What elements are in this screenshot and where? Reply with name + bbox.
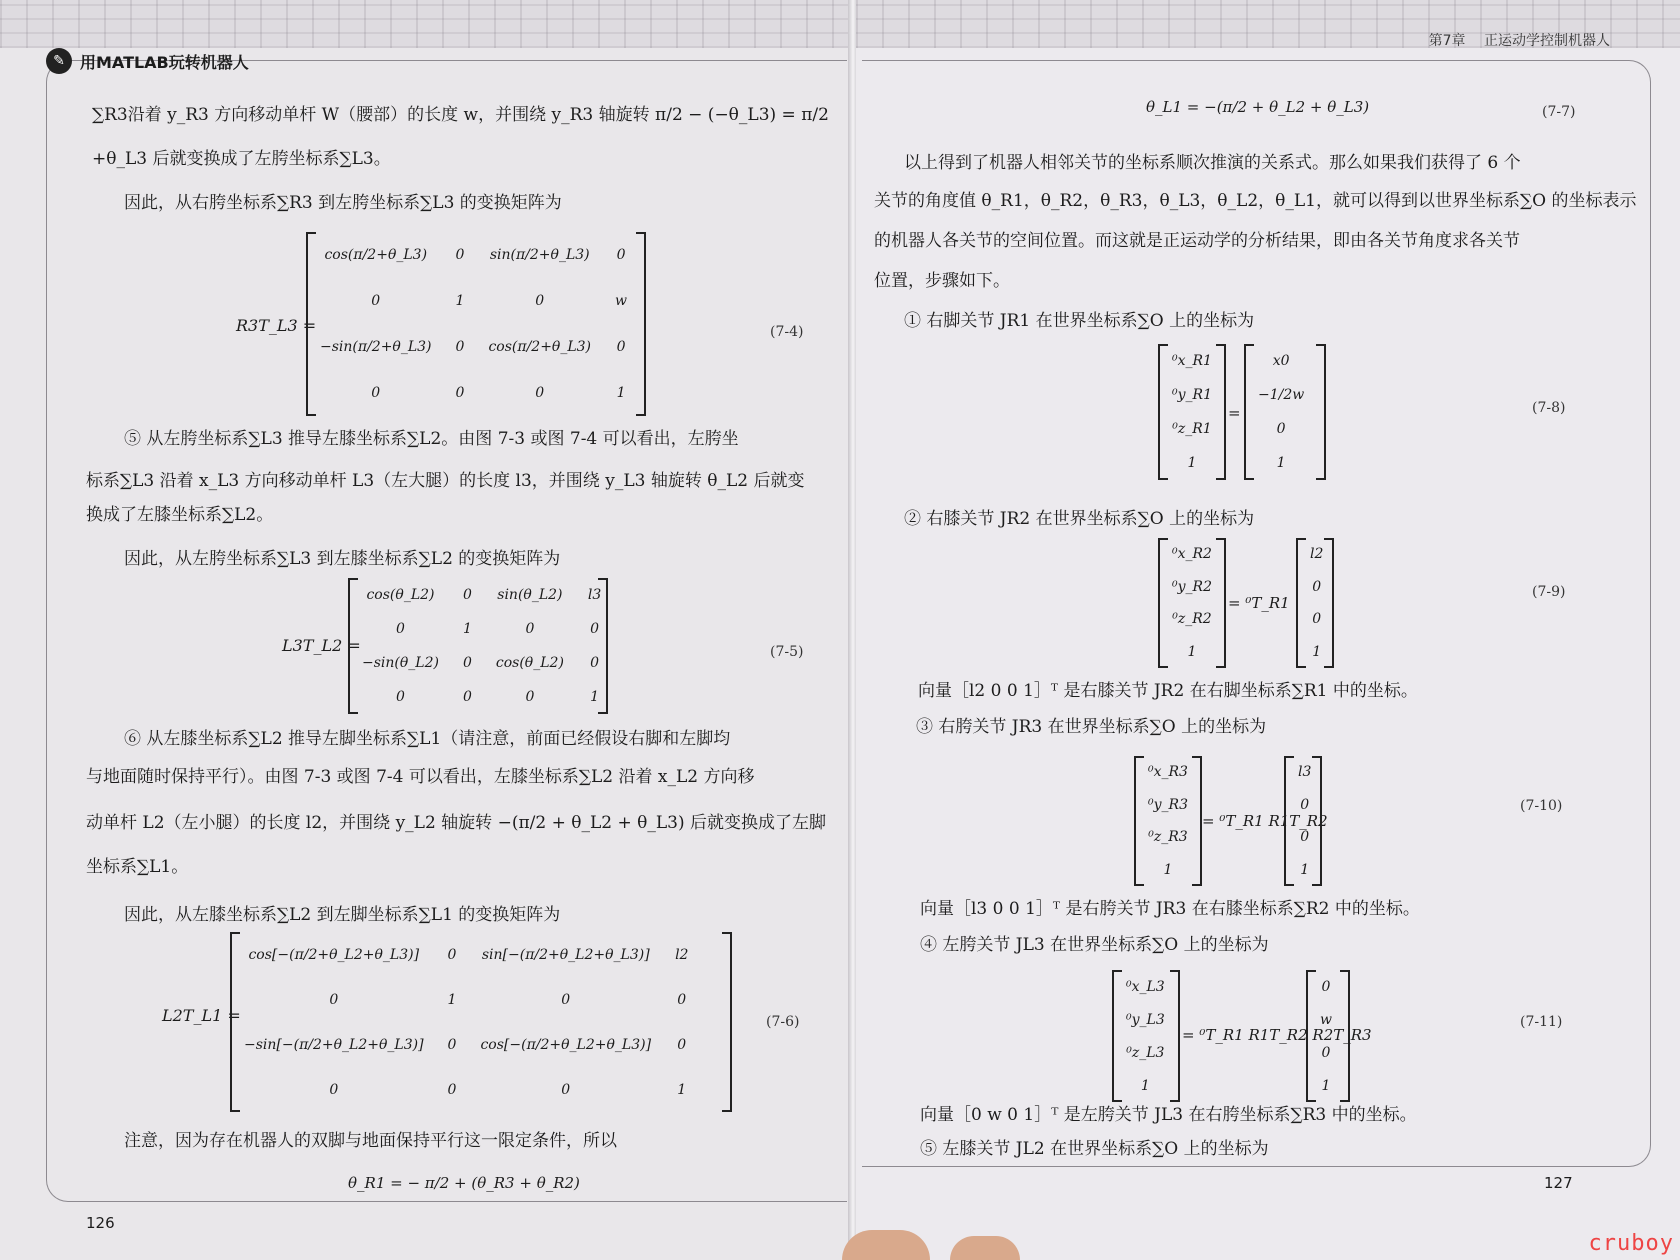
- matrix-cell: l3: [1298, 764, 1312, 781]
- paragraph-line: 关节的角度值 θ_R1，θ_R2，θ_R3，θ_L3，θ_L2，θ_L1，就可以得到以世界坐标系∑O 的坐标表示: [874, 191, 1637, 211]
- matrix-cell: 0: [447, 946, 457, 963]
- matrix-cell: 0: [1276, 421, 1286, 437]
- equation-theta-r1: θ_R1 = − π/2 + (θ_R3 + θ_R2): [348, 1174, 580, 1192]
- matrix-cell: 1: [447, 991, 457, 1008]
- matrix-cell: 0: [677, 991, 687, 1008]
- matrix-cell: 0: [462, 689, 472, 705]
- right-page: [856, 0, 1680, 1260]
- matrix-cell: w: [1320, 1011, 1332, 1028]
- matrix-cell: ⁰y_R1: [1172, 387, 1212, 403]
- paragraph-line: 坐标系∑L1。: [86, 857, 189, 877]
- matrix-cell: ⁰z_R2: [1172, 611, 1212, 628]
- matrix-cell: 0: [1321, 1044, 1331, 1061]
- vector-lhs-7-9: [1158, 538, 1226, 668]
- matrix-cell: 0: [1300, 796, 1310, 813]
- matrix-cell: 0: [1312, 611, 1322, 628]
- matrix-cell: cos(θ_L2): [495, 655, 564, 671]
- matrix-cell: 0: [455, 385, 465, 401]
- matrix-cell: ⁰y_R2: [1172, 578, 1212, 595]
- matrix-cell: 0: [616, 339, 626, 355]
- vector-lhs-7-11: [1112, 970, 1180, 1102]
- matrix-cell: l3: [587, 587, 602, 603]
- matrix-cell: ⁰y_L3: [1126, 1011, 1165, 1028]
- matrix-7-4: [306, 232, 646, 416]
- matrix-cell: 1: [1140, 1077, 1150, 1094]
- matrix-cell: 1: [462, 621, 472, 637]
- matrix-cell: ⁰z_R3: [1148, 829, 1188, 846]
- bulb-logo-icon: ✎: [46, 48, 72, 74]
- step-heading: ① 右脚关节 JR1 在世界坐标系∑O 上的坐标为: [904, 311, 1255, 331]
- paragraph-line: 因此，从左膝坐标系∑L2 到左脚坐标系∑L1 的变换矩阵为: [124, 905, 561, 925]
- step-heading: ③ 右胯关节 JR3 在世界坐标系∑O 上的坐标为: [916, 717, 1267, 737]
- equation-operator: = ⁰T_R1: [1228, 594, 1290, 612]
- matrix-cell: 0: [525, 689, 535, 705]
- matrix-cell: 0: [447, 1081, 457, 1098]
- matrix-cell: 1: [590, 689, 600, 705]
- matrix-cell: 0: [616, 247, 626, 263]
- matrix-cell: 0: [396, 621, 405, 637]
- paragraph-line: ∑R3沿着 y_R3 方向移动单杆 W（腰部）的长度 w，并围绕 y_R3 轴旋转 π/2 − (−θ_L3) = π/2: [92, 105, 829, 125]
- matrix-cell: ⁰x_R2: [1172, 546, 1212, 563]
- matrix-cell: 0: [455, 247, 465, 263]
- matrix-cell: 0: [455, 339, 465, 355]
- matrix-cell: 0: [329, 1081, 339, 1098]
- equation-operator: = ⁰T_R1 R1T_R2: [1202, 812, 1328, 830]
- matrix-cell: 0: [561, 991, 571, 1008]
- matrix-cell: sin(θ_L2): [497, 587, 563, 603]
- paragraph-line: 换成了左膝坐标系∑L2。: [86, 505, 274, 525]
- matrix-cell: 1: [616, 385, 626, 401]
- matrix-cell: 0: [525, 621, 535, 637]
- page-frame: [862, 60, 1651, 1167]
- equation-lhs: L2T_L1 =: [162, 1006, 241, 1025]
- paragraph-line: 的机器人各关节的空间位置。而这就是正运动学的分析结果，即由各关节角度求各关节: [874, 231, 1520, 251]
- paragraph-line: 向量［l2 0 0 1］ᵀ 是右膝关节 JR2 在右脚坐标系∑R1 中的坐标。: [918, 681, 1418, 701]
- chapter-header: [1415, 30, 1610, 50]
- equation-number: (7-10): [1520, 798, 1563, 814]
- finger: [950, 1236, 1020, 1260]
- matrix-cell: 0: [371, 385, 381, 401]
- matrix-cell: sin(π/2+θ_L3): [489, 247, 590, 263]
- equation-operator: = ⁰T_R1 R1T_R2 R2T_R3: [1182, 1026, 1372, 1044]
- matrix-cell: 1: [455, 293, 465, 309]
- matrix-cell: 0: [1300, 829, 1310, 846]
- matrix-cell: −sin(π/2+θ_L3): [320, 339, 432, 355]
- step-heading: ② 右膝关节 JR2 在世界坐标系∑O 上的坐标为: [904, 509, 1255, 529]
- matrix-cell: 1: [1276, 455, 1286, 471]
- vector-rhs-7-8: [1244, 344, 1326, 480]
- page-number: 126: [86, 1214, 115, 1232]
- equation-number: (7-5): [770, 644, 804, 660]
- chapter-title: 正运动学控制机器人: [1484, 33, 1610, 49]
- vector-rhs-7-9: [1296, 538, 1334, 668]
- circuit-header-decoration: [0, 0, 850, 48]
- matrix-cell: cos(θ_L2): [366, 587, 435, 603]
- matrix-cell: cos(π/2+θ_L3): [488, 339, 592, 355]
- finger: [842, 1230, 930, 1260]
- equation-lhs: R3T_L3 =: [236, 316, 317, 335]
- book-title: 用MATLAB玩转机器人: [80, 52, 249, 72]
- matrix-cell: ⁰z_R1: [1172, 421, 1212, 437]
- chapter-number: 第7章: [1428, 33, 1466, 49]
- step-heading: ④ 左胯关节 JL3 在世界坐标系∑O 上的坐标为: [920, 935, 1269, 955]
- matrix-cell: 1: [1300, 861, 1310, 878]
- matrix-cell: ⁰z_L3: [1126, 1044, 1165, 1061]
- paragraph-line: ⑤ 从左胯坐标系∑L3 推导左膝坐标系∑L2。由图 7-3 或图 7-4 可以看出，左胯坐: [124, 429, 739, 449]
- matrix-7-6: [230, 932, 732, 1112]
- vector-lhs-7-10: [1134, 756, 1202, 886]
- matrix-cell: 0: [462, 587, 472, 603]
- step-heading: ⑤ 左膝关节 JL2 在世界坐标系∑O 上的坐标为: [920, 1139, 1269, 1159]
- paragraph-line: ⑥ 从左膝坐标系∑L2 推导左脚坐标系∑L1（请注意，前面已经假设右脚和左脚均: [124, 729, 731, 749]
- equation-number: (7-6): [766, 1014, 800, 1030]
- paragraph-line: 向量［0 w 0 1］ᵀ 是左胯关节 JL3 在右胯坐标系∑R3 中的坐标。: [920, 1105, 1417, 1125]
- matrix-cell: ⁰x_R3: [1148, 764, 1188, 781]
- matrix-cell: 0: [677, 1036, 687, 1053]
- matrix-cell: 1: [1187, 643, 1197, 660]
- paragraph-line: 向量［l3 0 0 1］ᵀ 是右胯关节 JR3 在右膝坐标系∑R2 中的坐标。: [920, 899, 1420, 919]
- matrix-cell: l2: [1310, 546, 1324, 563]
- matrix-cell: l2: [675, 946, 689, 963]
- paragraph-line: 标系∑L3 沿着 x_L3 方向移动单杆 L3（左大腿）的长度 l3，并围绕 y_L3 轴旋转 θ_L2 后就变: [86, 471, 805, 491]
- matrix-cell: cos(π/2+θ_L3): [324, 247, 428, 263]
- matrix-cell: 0: [1312, 578, 1322, 595]
- paragraph-line: 以上得到了机器人相邻关节的坐标系顺次推演的关系式。那么如果我们获得了 6 个: [904, 153, 1521, 173]
- equation-number: (7-8): [1532, 400, 1566, 416]
- matrix-cell: x0: [1272, 353, 1290, 369]
- matrix-cell: 0: [535, 293, 545, 309]
- matrix-cell: 1: [1312, 643, 1322, 660]
- matrix-cell: −sin(θ_L2): [362, 655, 439, 671]
- matrix-cell: cos[−(π/2+θ_L2+θ_L3)]: [248, 946, 420, 963]
- vector-lhs-7-8: [1158, 344, 1226, 480]
- vector-rhs-7-10: [1284, 756, 1322, 886]
- paragraph-line: 与地面随时保持平行）。由图 7-3 或图 7-4 可以看出，左膝坐标系∑L2 沿着 x_L2 方向移: [86, 767, 755, 787]
- paragraph-line: 因此，从右胯坐标系∑R3 到左胯坐标系∑L3 的变换矩阵为: [124, 193, 562, 213]
- matrix-cell: 1: [1187, 455, 1197, 471]
- equation-lhs: L3T_L2 =: [282, 636, 361, 655]
- equation-number: (7-4): [770, 324, 804, 340]
- equation-number: (7-9): [1532, 584, 1566, 600]
- matrix-cell: ⁰x_L3: [1126, 978, 1165, 995]
- matrix-cell: cos[−(π/2+θ_L2+θ_L3)]: [480, 1036, 652, 1053]
- matrix-cell: 0: [561, 1081, 571, 1098]
- page-number: 127: [1544, 1174, 1573, 1192]
- matrix-cell: ⁰x_R1: [1172, 353, 1212, 369]
- watermark: cruboy: [1588, 1231, 1674, 1256]
- paragraph-line: +θ_L3 后就变换成了左胯坐标系∑L3。: [92, 149, 391, 169]
- paragraph-line: 位置，步骤如下。: [874, 271, 1010, 291]
- matrix-cell: 0: [535, 385, 545, 401]
- matrix-cell: 1: [1321, 1077, 1331, 1094]
- matrix-cell: −sin[−(π/2+θ_L2+θ_L3)]: [244, 1036, 424, 1053]
- matrix-cell: 0: [1321, 978, 1331, 995]
- paragraph-line: 因此，从左胯坐标系∑L3 到左膝坐标系∑L2 的变换矩阵为: [124, 549, 561, 569]
- matrix-cell: ⁰y_R3: [1148, 796, 1188, 813]
- vector-rhs-7-11: [1306, 970, 1350, 1102]
- matrix-cell: w: [615, 293, 628, 309]
- matrix-cell: sin[−(π/2+θ_L2+θ_L3)]: [481, 946, 650, 963]
- matrix-cell: 0: [590, 655, 600, 671]
- equation-number: (7-11): [1520, 1014, 1563, 1030]
- matrix-cell: 0: [590, 621, 600, 637]
- equation-number: (7-7): [1542, 104, 1576, 120]
- matrix-cell: 0: [396, 689, 405, 705]
- equation-operator: =: [1228, 404, 1241, 422]
- matrix-7-5: [348, 578, 608, 714]
- matrix-cell: 0: [462, 655, 472, 671]
- equation-theta-l1: θ_L1 = −(π/2 + θ_L2 + θ_L3): [1146, 98, 1370, 116]
- paragraph-line: 动单杆 L2（左小腿）的长度 l2，并围绕 y_L2 轴旋转 −(π/2 + θ_L2 + θ_L3) 后就变换成了左脚: [86, 813, 826, 833]
- matrix-cell: 0: [447, 1036, 457, 1053]
- matrix-cell: 1: [1163, 861, 1173, 878]
- matrix-cell: 1: [677, 1081, 687, 1098]
- paragraph-line: 注意，因为存在机器人的双脚与地面保持平行这一限定条件，所以: [124, 1131, 617, 1151]
- matrix-cell: 0: [329, 991, 339, 1008]
- matrix-cell: −1/2w: [1258, 387, 1305, 403]
- book-header: [46, 48, 249, 74]
- matrix-cell: 0: [371, 293, 381, 309]
